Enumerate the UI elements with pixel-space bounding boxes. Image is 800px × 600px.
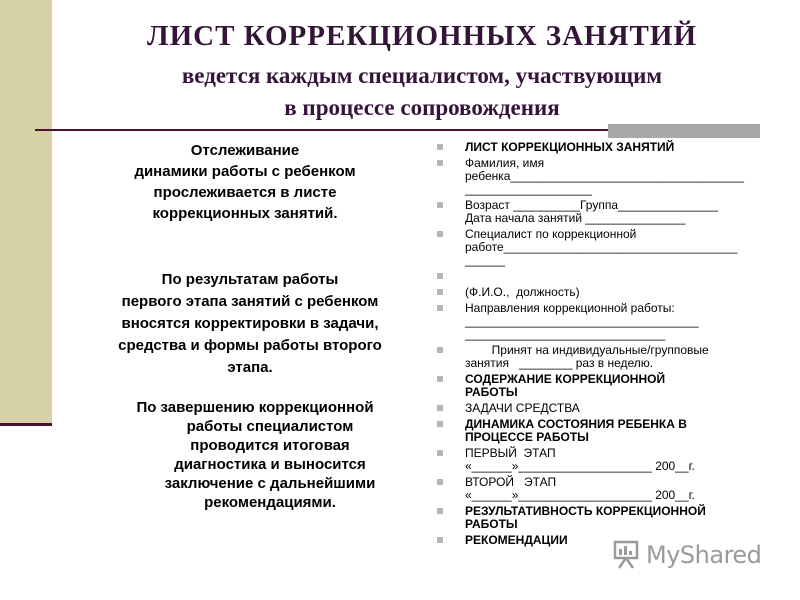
paragraph-line: этапа. (227, 359, 273, 376)
left-decor-band (0, 0, 52, 423)
form-list-line: СОДЕРЖАНИЕ КОРРЕКЦИОННОЙ (465, 372, 666, 386)
square-bullet-icon (437, 289, 443, 295)
form-list-line: ребенка___________________________________ (465, 169, 745, 183)
form-list-line: «______»____________________ 200__г. (465, 488, 695, 502)
left-paragraph-tracking (100, 140, 390, 224)
paragraph-line: рекомендациями. (204, 494, 336, 511)
form-list-line: РАБОТЫ (465, 385, 518, 399)
square-bullet-icon (437, 508, 443, 514)
square-bullet-icon (437, 144, 443, 150)
form-list-item (437, 286, 767, 299)
square-bullet-icon (437, 421, 443, 427)
paragraph-line: динамики работы с ребенком (134, 163, 356, 180)
form-list-line (465, 270, 767, 283)
paragraph-line: По завершению коррекционной (136, 399, 374, 416)
form-list-line: ___________________________________ (465, 314, 699, 328)
form-list-line: ПЕРВЫЙ ЭТАП (465, 446, 556, 460)
square-bullet-icon (437, 231, 443, 237)
square-bullet-icon (437, 537, 443, 543)
myshared-logo (612, 538, 772, 572)
square-bullet-icon (437, 202, 443, 208)
form-list-item (437, 270, 767, 283)
paragraph-line: По результатам работы (161, 271, 339, 288)
form-list-line: РЕЗУЛЬТАТИВНОСТЬ КОРРЕКЦИОННОЙ (465, 504, 706, 518)
form-list-item (437, 199, 767, 225)
form-list-line: ЛИСТ КОРРЕКЦИОННЫХ ЗАНЯТИЙ (465, 140, 675, 154)
form-list-line: ______ (465, 253, 506, 267)
form-list-item (437, 418, 767, 444)
form-list-line: (Ф.И.О., должность) (465, 285, 580, 299)
square-bullet-icon (437, 405, 443, 411)
paragraph-line: Отслеживание (190, 142, 300, 159)
paragraph-line: коррекционных занятий. (152, 205, 338, 222)
title-line-3: в процессе сопровождения (284, 95, 560, 120)
form-list-line: Принят на индивидуальные/групповые (465, 343, 709, 357)
form-list-line: РАБОТЫ (465, 517, 518, 531)
form-list-line: ЗАДАЧИ СРЕДСТВА (465, 401, 580, 415)
form-list-line: ДИНАМИКА СОСТОЯНИЯ РЕБЕНКА В (465, 417, 687, 431)
form-list-item (437, 476, 767, 502)
form-list-item (437, 141, 767, 154)
form-list-item (437, 447, 767, 473)
paragraph-line: диагностика и выносится (174, 456, 366, 473)
form-list-item (437, 373, 767, 399)
form-list-line: РЕКОМЕНДАЦИИ (465, 533, 568, 547)
square-bullet-icon (437, 376, 443, 382)
left-paragraph-results (80, 269, 420, 379)
slide-title (52, 18, 792, 124)
square-bullet-icon (437, 160, 443, 166)
square-bullet-icon (437, 273, 443, 279)
paragraph-line: работы специалистом (186, 418, 354, 435)
form-list-item (437, 302, 767, 341)
form-list-line: ПРОЦЕССЕ РАБОТЫ (465, 430, 589, 444)
left-paragraph-completion (95, 398, 415, 512)
paragraph-line: прослеживается в листе (153, 184, 337, 201)
form-list-item (437, 157, 767, 196)
form-list-line: Возраст __________Группа_______________ (465, 198, 719, 212)
form-list-line: Дата начала занятий _______________ (465, 211, 686, 225)
form-list-item (437, 228, 767, 267)
left-decor-line (0, 423, 52, 426)
paragraph-line: средства и формы работы второго (118, 337, 382, 354)
form-list-item (437, 402, 767, 415)
square-bullet-icon (437, 479, 443, 485)
square-bullet-icon (437, 450, 443, 456)
paragraph-line: проводится итоговая (190, 437, 350, 454)
form-list-line: ___________________ (465, 182, 592, 196)
paragraph-line: вносятся корректировки в задачи, (121, 315, 379, 332)
paragraph-line: первого этапа занятий с ребенком (121, 293, 379, 310)
form-fields-list (437, 141, 767, 550)
form-list-line: Направления коррекционной работы: (465, 301, 675, 315)
form-list-line: ______________________________ (465, 327, 666, 341)
paragraph-line: заключение с дальнейшими (164, 475, 376, 492)
form-list-line: работе___________________________________ (465, 240, 738, 254)
form-list-line: Фамилия, имя (465, 156, 545, 170)
logo-text: MyShared (646, 541, 762, 569)
square-bullet-icon (437, 347, 443, 353)
presentation-board-icon (612, 540, 640, 570)
square-bullet-icon (437, 305, 443, 311)
form-list-line: Специалист по коррекционной (465, 227, 637, 241)
title-line-1: ЛИСТ КОРРЕКЦИОННЫХ ЗАНЯТИЙ (146, 20, 698, 52)
divider-accent-block (608, 124, 760, 138)
form-list-line: ВТОРОЙ ЭТАП (465, 475, 557, 489)
form-list-item (437, 505, 767, 531)
form-list-line: «______»____________________ 200__г. (465, 459, 695, 473)
title-line-2: ведется каждым специалистом, участвующим (181, 63, 663, 88)
form-list-line: занятия ________ раз в неделю. (465, 356, 654, 370)
form-list-item (437, 344, 767, 370)
